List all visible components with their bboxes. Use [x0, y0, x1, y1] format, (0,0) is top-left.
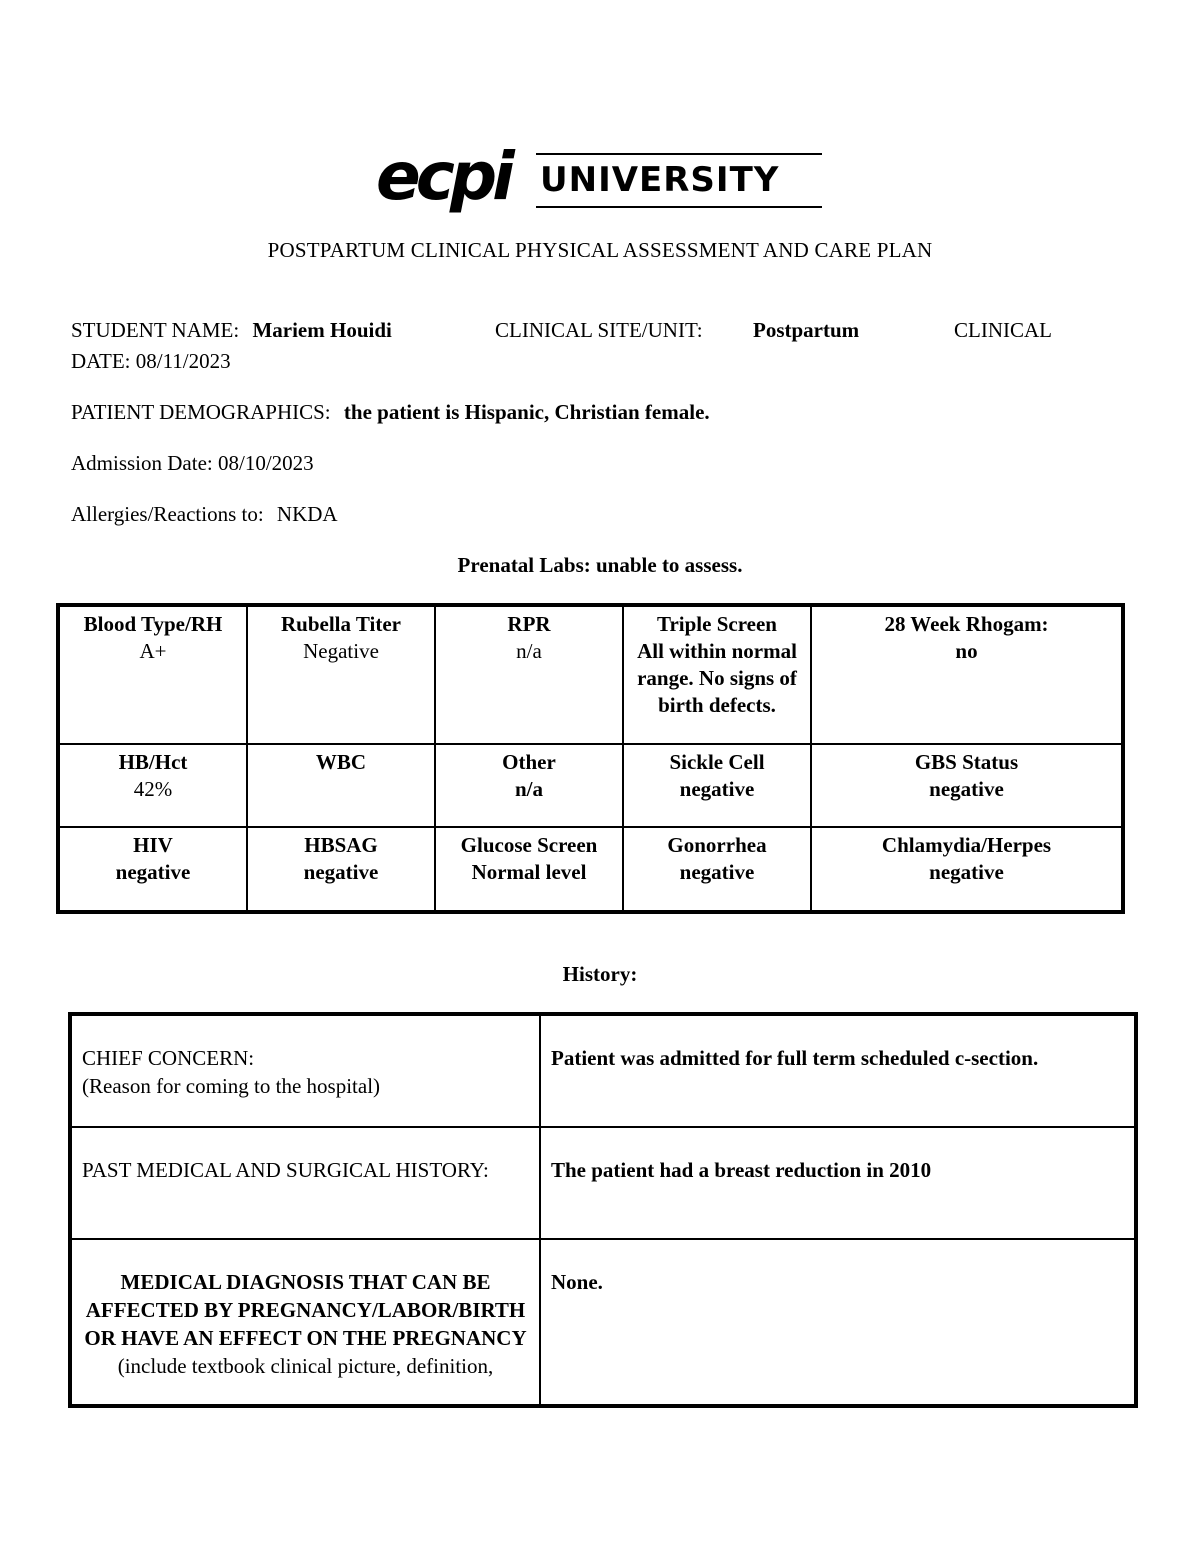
lab-label: Rubella Titer	[281, 612, 401, 636]
history-heading: History:	[562, 962, 638, 986]
lab-cell	[247, 744, 435, 827]
lab-value: no	[955, 639, 978, 663]
lab-label: HBSAG	[304, 833, 378, 857]
lab-label: WBC	[315, 750, 367, 774]
history-row-past-history	[70, 1127, 1136, 1239]
admission-value: 08/10/2023	[218, 451, 314, 475]
lab-cell	[811, 605, 1123, 744]
lab-value: negative	[679, 777, 755, 801]
history-row-diagnosis	[70, 1239, 1136, 1406]
labs-row	[58, 744, 1123, 827]
labs-row	[58, 827, 1123, 912]
past-history-label: PAST MEDICAL AND SURGICAL HISTORY:	[70, 1127, 540, 1239]
student-info-line	[71, 318, 1071, 343]
labs-row	[58, 605, 1123, 744]
lab-label: 28 Week Rhogam:	[884, 612, 1049, 636]
history-label-cell	[70, 1239, 540, 1406]
ecpi-university-logo	[376, 140, 826, 220]
demographics-line	[71, 400, 710, 425]
history-table	[68, 1012, 1138, 1408]
lab-cell	[58, 827, 247, 912]
lab-cell	[247, 827, 435, 912]
allergies-label: Allergies/Reactions to:	[71, 502, 264, 526]
lab-value: Negative	[303, 639, 379, 663]
prenatal-labs-heading: Prenatal Labs: unable to assess.	[457, 553, 743, 577]
lab-value: negative	[115, 860, 191, 884]
lab-label: Glucose Screen	[460, 833, 598, 857]
lab-label: Chlamydia/Herpes	[881, 833, 1052, 857]
demographics-value: the patient is Hispanic, Christian female.	[343, 400, 710, 424]
lab-value: All within normal range. No signs of birth defects.	[637, 639, 797, 717]
clinical-site-value: Postpartum	[753, 318, 860, 342]
logo-word: UNIVERSITY	[540, 160, 780, 200]
clinical-date-label-b: DATE:	[71, 349, 131, 373]
student-name-label: STUDENT NAME:	[71, 318, 240, 342]
clinical-site-label: CLINICAL SITE/UNIT:	[495, 318, 703, 342]
chief-concern-value: Patient was admitted for full term scheduled c-section.	[540, 1014, 1136, 1127]
lab-label: HIV	[133, 833, 173, 857]
lab-cell	[435, 605, 623, 744]
lab-cell	[247, 605, 435, 744]
lab-cell	[811, 827, 1123, 912]
history-label-cell	[70, 1014, 540, 1127]
clinical-date-value: 08/11/2023	[135, 349, 231, 373]
lab-value: negative	[929, 860, 1004, 884]
lab-cell	[435, 827, 623, 912]
logo-rule-bottom	[536, 206, 822, 208]
lab-label: Gonorrhea	[667, 833, 767, 857]
lab-cell	[623, 605, 811, 744]
allergies-line	[71, 502, 338, 527]
diagnosis-sub: (include textbook clinical picture, definition,	[117, 1354, 494, 1378]
lab-label: Blood Type/RH	[83, 612, 223, 636]
lab-cell	[58, 605, 247, 744]
lab-cell	[58, 744, 247, 827]
lab-cell	[623, 744, 811, 827]
lab-cell	[435, 744, 623, 827]
logo-rule-top	[536, 153, 822, 155]
lab-value: Normal level	[471, 860, 587, 884]
student-name-value: Mariem Houidi	[252, 318, 392, 342]
lab-value: n/a	[514, 777, 543, 801]
admission-line	[71, 451, 314, 476]
demographics-label: PATIENT DEMOGRAPHICS:	[71, 400, 331, 424]
lab-label: RPR	[507, 612, 551, 636]
lab-value: n/a	[516, 639, 542, 663]
history-row-chief-concern	[70, 1014, 1136, 1127]
lab-value: A+	[139, 639, 167, 663]
clinical-date-line	[71, 349, 231, 374]
lab-label: GBS Status	[914, 750, 1019, 774]
allergies-value: NKDA	[276, 502, 338, 526]
past-history-value: The patient had a breast reduction in 2010	[540, 1127, 1136, 1239]
lab-cell	[811, 744, 1123, 827]
lab-value: negative	[303, 860, 379, 884]
lab-cell	[623, 827, 811, 912]
clinical-date-label-a: CLINICAL	[954, 318, 1052, 342]
diagnosis-value: None.	[540, 1239, 1136, 1406]
diagnosis-label: MEDICAL DIAGNOSIS THAT CAN BE AFFECTED BY PREGNANCY/LABOR/BIRTH OR HAVE AN EFFECT ON THE PREGNANCY	[84, 1270, 527, 1350]
lab-label: HB/Hct	[118, 750, 188, 774]
chief-concern-label: CHIEF CONCERN:	[82, 1046, 255, 1070]
lab-label: Sickle Cell	[669, 750, 765, 774]
admission-label: Admission Date:	[71, 451, 213, 475]
lab-label: Other	[502, 750, 556, 774]
prenatal-labs-table	[56, 603, 1125, 914]
lab-value: 42%	[133, 777, 173, 801]
lab-value: negative	[929, 777, 1004, 801]
logo-mark: ecpi	[376, 138, 510, 215]
chief-concern-sub: (Reason for coming to the hospital)	[82, 1074, 381, 1098]
lab-value: negative	[679, 860, 755, 884]
page-title: POSTPARTUM CLINICAL PHYSICAL ASSESSMENT AND CARE PLAN	[267, 238, 933, 262]
lab-label: Triple Screen	[657, 612, 777, 636]
